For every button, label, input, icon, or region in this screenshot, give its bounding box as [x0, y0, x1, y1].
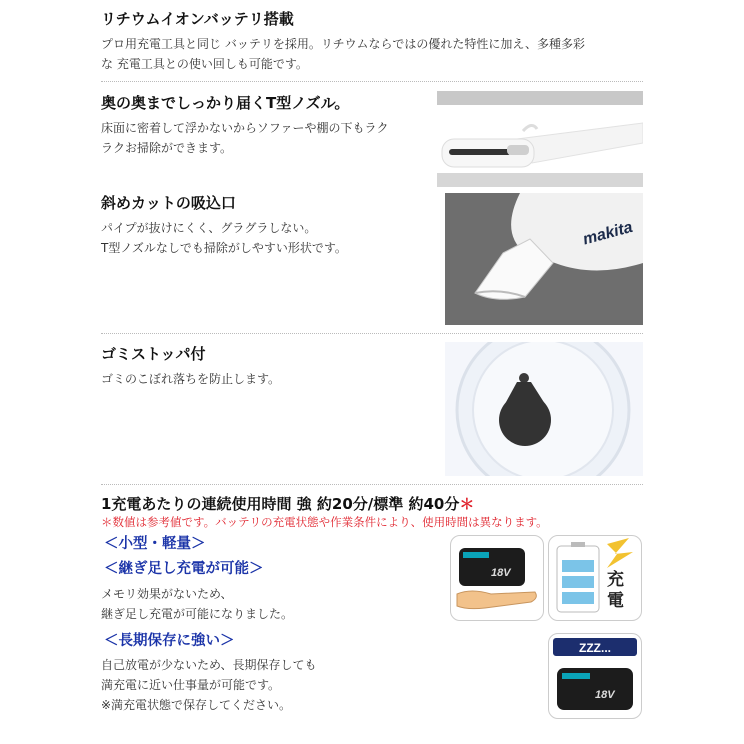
feature-long-storage-text [101, 655, 431, 715]
feature-top-up-text [101, 584, 431, 624]
divider [101, 333, 643, 334]
feature-long-storage: ＜長期保存に強い＞ [104, 633, 235, 649]
feature-compact: ＜小型・軽量＞ [104, 536, 206, 552]
text-line: 床面に密着して浮かないからソファーや棚の下もラク [101, 121, 389, 135]
text-line: ※満充電状態で保存してください。 [101, 698, 292, 712]
charge-char: 電 [607, 591, 624, 611]
text-line: 自己放電が少ないため、長期保存しても [101, 658, 317, 672]
section-title-battery: リチウムイオンバッテリ搭載 [101, 10, 294, 28]
dust-stopper-image [445, 342, 643, 476]
asterisk-mark: ＊ [459, 495, 475, 513]
battery-voltage-label: 18V [595, 689, 615, 701]
section-text-battery [101, 34, 646, 74]
section-title-dust-stopper: ゴミストッパ付 [101, 345, 206, 363]
divider [101, 484, 643, 485]
storage-battery-icon [548, 633, 642, 719]
text-line: 満充電に近い仕事量が可能です。 [101, 678, 281, 692]
charge-char: 充 [607, 570, 624, 590]
section-text-nozzle [101, 118, 431, 158]
zzz-label: ZZZ... [579, 641, 611, 655]
text-line: な 充電工具との使い回しも可能です。 [101, 57, 308, 71]
text-line: ゴミのこぼれ落ちを防止します。 [101, 372, 281, 386]
makita-logo: makita [581, 218, 635, 249]
section-title-runtime [101, 493, 474, 514]
charging-icon [548, 535, 642, 621]
text-line: パイプが抜けにくく、グラグラしない。 [101, 221, 317, 235]
battery-voltage-label: 18V [491, 567, 511, 579]
section-title-nozzle: 奥の奥までしっかり届くT型ノズル。 [101, 94, 350, 112]
divider [101, 81, 643, 82]
runtime-note: ＊数値は参考値です。バッテリの充電状態や作業条件により、使用時間は異なります。 [101, 515, 548, 529]
runtime-text: 1充電あたりの連続使用時間 強 約20分/標準 約40分 [101, 495, 460, 513]
section-text-dust-stopper [101, 369, 431, 389]
text-line: 継ぎ足し充電が可能になりました。 [101, 607, 294, 621]
text-line: メモリ効果がないため、 [101, 587, 233, 601]
charge-label [607, 570, 624, 612]
battery-hand-icon [450, 535, 544, 621]
section-text-inlet [101, 218, 431, 258]
text-line: T型ノズルなしでも掃除がしやすい形状です。 [101, 241, 347, 255]
section-title-inlet: 斜めカットの吸込口 [101, 194, 236, 212]
feature-top-up-charge: ＜継ぎ足し充電が可能＞ [104, 561, 264, 577]
t-nozzle-image [437, 91, 643, 187]
inlet-image [445, 193, 643, 325]
text-line: プロ用充電工具と同じ バッテリを採用。リチウムならではの優れた特性に加え、多種多彩 [101, 37, 586, 51]
text-line: ラクお掃除ができます。 [101, 141, 233, 155]
